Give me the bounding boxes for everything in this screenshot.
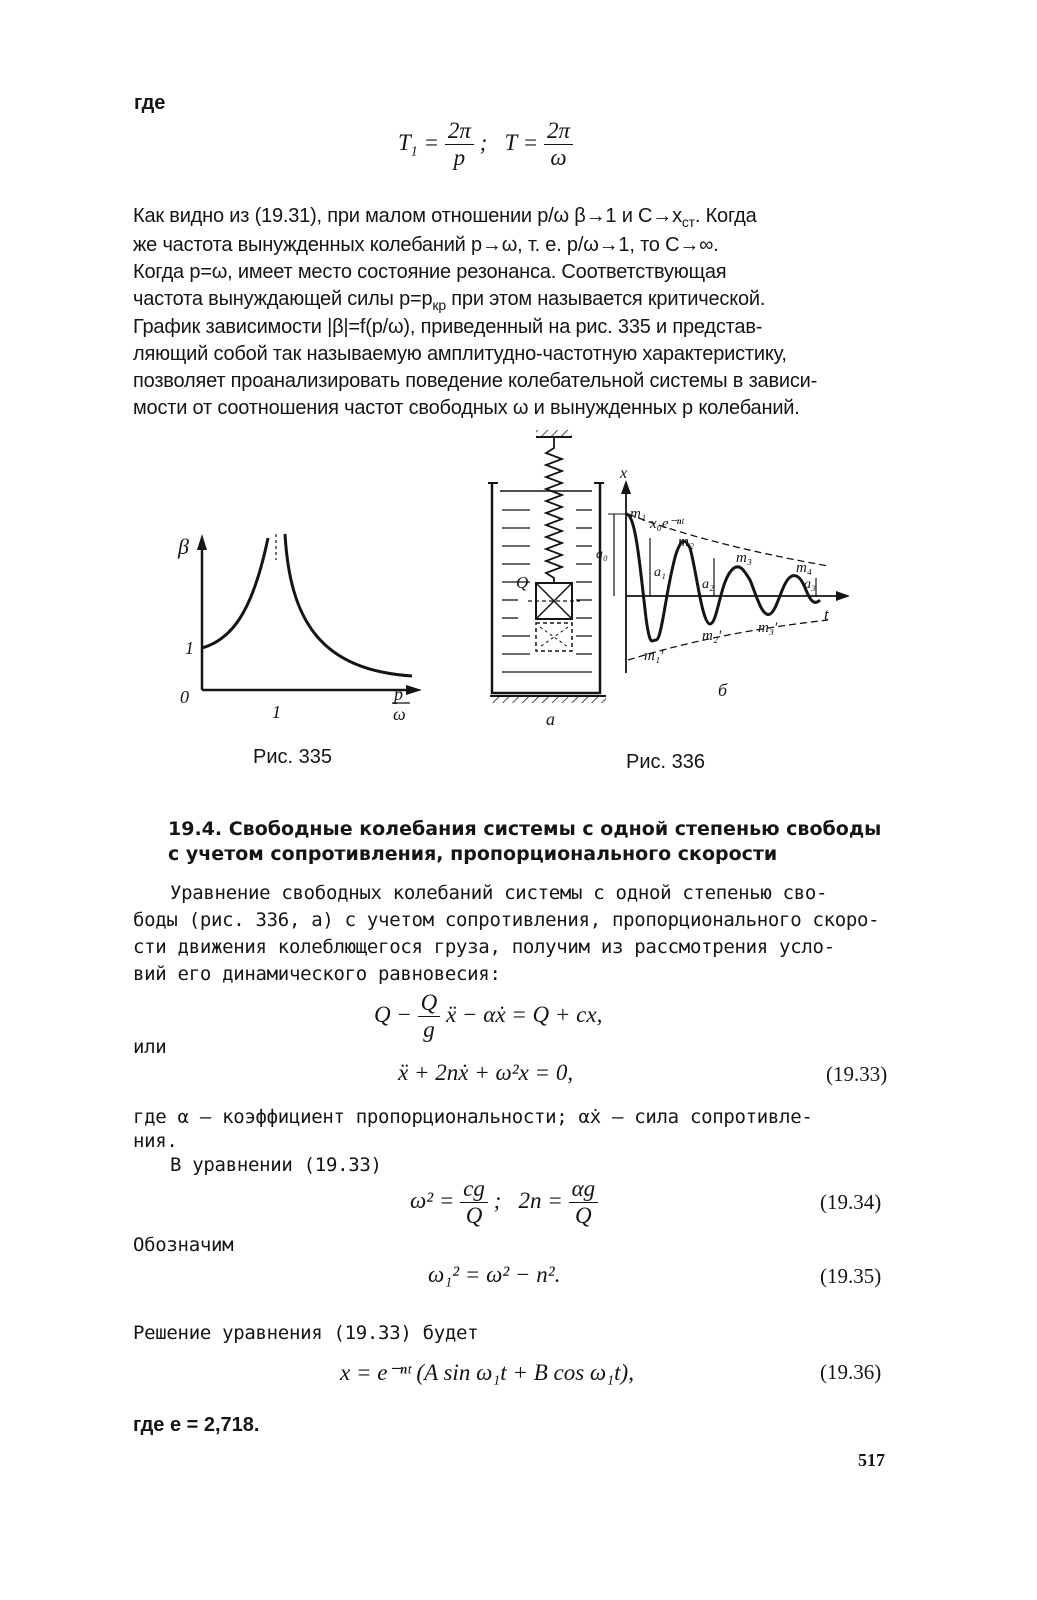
equation-19-35: ω₁² = ω² − n². [428,1262,561,1287]
fig335-y-tick-1: 1 [185,638,194,658]
para4: В уравнении (19.33) [170,1154,382,1176]
fig336-a3: a₃ [804,577,816,592]
para2-line3: сти движения колеблющегося груза, получим из рассмотрения усло- [133,936,835,958]
para2-line2: боды (рис. 336, а) с учетом сопротивления, пропорционального скоро- [133,909,880,931]
fig336-a2: a₂ [702,577,714,592]
fig336-m1: m₁ [630,506,647,522]
para1-line5: График зависимости |β|=f(p/ω), приведенный на рис. 335 и представ- [133,316,763,338]
equation-19-35-number: (19.35) [820,1264,882,1288]
fig336-load-label: Q [516,573,529,592]
fig336-vessel [492,483,600,693]
para1-line4: частота вынуждающей силы $p=p_{кр}$ при этом называется критической. [133,288,766,313]
para1-line6: ляющий собой так называемую амплитудно-частотную характеристику, [133,343,787,365]
fig336-spring [546,437,562,583]
fig336-axis-t-label: t [824,605,829,624]
fig336-label-a: а [546,709,555,729]
fig336-m2p: m₂' [702,628,722,644]
fig336-a1: a₁ [654,565,666,580]
final-line: где e = 2,718. [133,1414,260,1436]
para1-line8: мости от соотношения частот свободных ω и вынужденных p колебаний. [133,397,800,419]
para2-line1: Уравнение свободных колебаний системы с одной степенью сво- [170,882,828,904]
equation-19-36: x = e⁻ⁿᵗ (A sin ω₁t + B cos ω₁t), [340,1360,634,1385]
equation-19-36-number: (19.36) [820,1360,882,1384]
fig336-m4: m₄ [796,560,813,576]
para1-line7: позволяет проанализировать поведение колебательной системы в зависи- [133,370,818,392]
equation-motion: Q − $\frac{Q}{g}$ ẍ − αẋ = Q + cx, [374,990,603,1042]
fig335-y-arrow [197,534,207,550]
fig336-m3p: m₃' [758,620,778,636]
page-number: 517 [858,1450,885,1470]
fig336-envelope: x₀e⁻ⁿᵗ [650,516,684,532]
section-heading-line1: 19.4. Свободные колебания системы с одной степенью свободы [168,818,882,840]
fig335-x-arrow [406,685,422,695]
fig335-x-label-num: p [394,684,403,704]
equation-19-33-number: (19.33) [826,1062,888,1086]
fig335-x-tick-1: 1 [272,702,281,722]
para3-line1: где α — коэффициент пропорциональности; αẋ — сила сопротивле- [133,1106,813,1128]
para1-line2: же частота вынужденных колебаний p→ω, т. е. p/ω→1, то C→∞. [133,234,719,256]
fig335-x-label-den: ω [393,704,406,724]
figure-336-caption: Рис. 336 [626,751,705,773]
figure-335-caption: Рис. 335 [253,746,332,768]
figure-336-drawing [480,428,860,733]
fig336-axis-x-label: x [620,465,628,482]
intro-word: где [134,92,166,114]
fig335-origin: 0 [180,687,189,707]
fig336-m3: m₃ [736,550,753,566]
fig336-label-b: б [718,680,728,700]
fig335-curve-left [202,538,268,648]
equation-19-34-number: (19.34) [820,1190,882,1214]
fig335-y-label: β [178,534,189,559]
para1-line3: Когда p=ω, имеет место состояние резонанса. Соответствующая [133,261,727,283]
fig336-a0: a₀ [596,547,608,562]
equation-19-33: ẍ + 2nẋ + ω²x = 0, [398,1060,574,1085]
equation-period: $T_1$ = $\frac{2\pi}{p}$ ; T = $\frac{2\pi}{\omega}$ [398,118,573,171]
para3-line2: ния. [133,1130,178,1152]
fig336-m2: m₂ [678,534,695,550]
fig335-curve-right [285,534,412,676]
para5: Решение уравнения (19.33) будет [133,1322,479,1344]
section-heading-line2: с учетом сопротивления, пропорционального скорости [168,843,778,865]
equation-19-34: ω² = $\frac{cg}{Q}$ ; 2n = $\frac{\alpha g}{Q}$ [410,1176,598,1229]
para2-line4: вий его динамического равновесия: [133,963,501,985]
figure-335-graph [160,520,430,735]
para1-line1: Как видно из (19.31), при малом отношении p/ω β→1 и $C\to x_{ст}$. Когда [133,205,757,230]
word-or: или [133,1036,167,1058]
fig336-m1p: m₁' [644,648,664,664]
word-denote: Обозначим [133,1234,234,1256]
